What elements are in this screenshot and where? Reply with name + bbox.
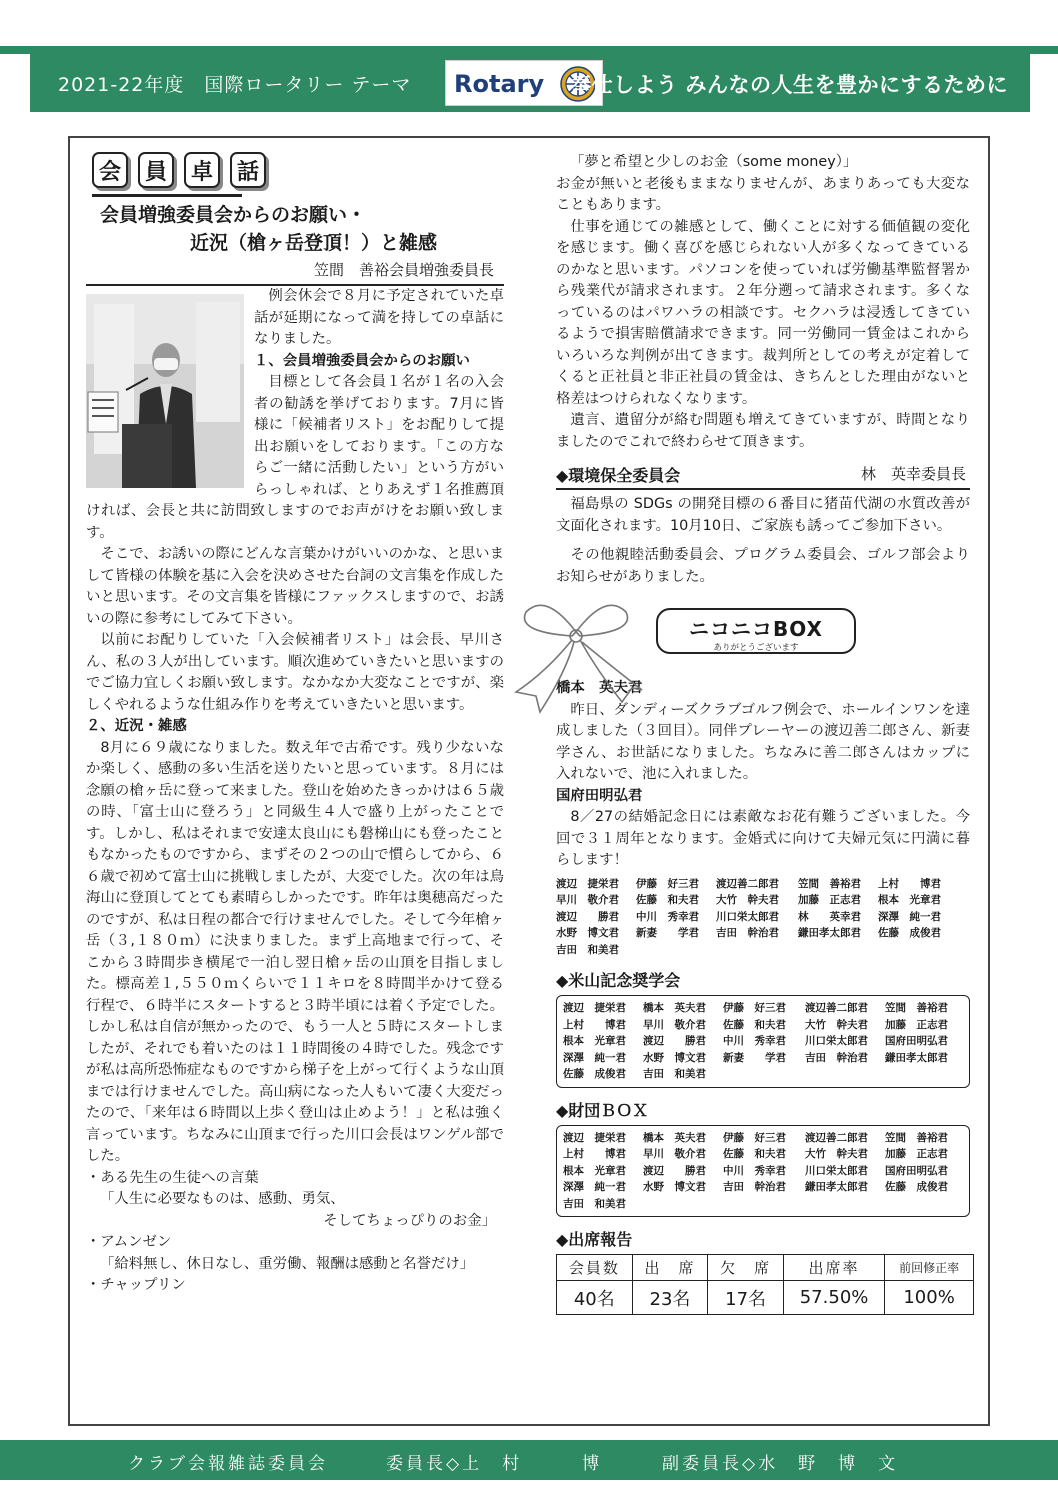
header-top-strip bbox=[0, 46, 1058, 54]
member-name: 吉田 和美君 bbox=[556, 943, 619, 956]
footer-band bbox=[0, 1440, 1058, 1480]
nikoniko-subtitle: ありがとうございます bbox=[713, 643, 799, 653]
speaker-photo-image bbox=[86, 294, 244, 488]
article-body bbox=[86, 286, 504, 1297]
member-name: 加藤 正志君 bbox=[885, 1148, 948, 1160]
environment-section-heading bbox=[556, 463, 970, 486]
attendance-value-cell: 100% bbox=[885, 1281, 974, 1315]
member-name: 橋本 英夫君 bbox=[643, 1002, 706, 1014]
paragraph: 8月に６９歳になりました。数え年で古希です。残り少ないなか楽しく、感動の多い生活を送りたいと思っています。８月には念願の槍ヶ岳に登って来ました。登山を始めたきっかけは６５歳の時、「富士山に登ろう」と同級生４人で盛り上がったことです。しかし、私はそれまで安達太良山にも磐梯山にも登ったこともなかったものですから、まずその２つの山で慣らしてから、６６歳で初めて富士山に挑戦しましたが、大変でした。次の年は鳥海山に登頂してとても素晴らしかったです。昨年は奥穂高だったのですが、私は日程の都合で行けませんでした。そして今年槍ヶ岳（３,１８０ｍ）に決まりました。まず上高地まで行って、そこから３時間歩き横尾で一泊し翌日槍ヶ岳の山頂を目指しました。標高差１,５５０ｍくらいで１１キロを８時間半かけて登る行程で、６時半にスタートすると３時半頃には着く予定でした。しかし私は自信が無かったので、もう一人と５時にスタートしましたが、それでも着いたのは１１時間後の４時でした。残念ですが私は高所恐怖症なものですから梯子を上がって行くような山頂までは行けませんでした。高山病になった人もいて凄く大変だったので、「来年は６時間以上歩く登山は止めよう！」と私は強く言っています。ちなみに山頂まで行った川口会長はワンゲル部でした。 bbox=[86, 739, 504, 1164]
member-name: 大竹 幹夫君 bbox=[716, 894, 779, 906]
member-name: 鎌田孝太郎君 bbox=[805, 1181, 868, 1193]
nikoniko-names-list bbox=[556, 876, 970, 959]
header-theme-label: 2021-22年度 国際ロータリー テーマ bbox=[58, 74, 412, 96]
attendance-header-cell: 出 席 bbox=[632, 1255, 708, 1281]
member-name: 深澤 純一君 bbox=[563, 1051, 626, 1064]
member-name: 中川 秀幸君 bbox=[636, 910, 699, 923]
footer-committee: クラブ会報雑誌委員会 bbox=[128, 1454, 328, 1474]
paragraph: 目標として各会員１名が１名の入会者の勧誘を挙げております。7月に皆様に「候補者リスト」をお配りして提出お願いをしております。「この方ならご一緒に活動したい」という方がいらっしゃれば、とりあえず１名推薦頂ければ、会長と共に訪問致しますのでお声がけをお願い致します。 bbox=[86, 374, 504, 541]
footer-chair: 委員長◇上 村 博 bbox=[386, 1454, 603, 1474]
attendance-value-cell: 23名 bbox=[632, 1281, 708, 1315]
attendance-value-cell: 17名 bbox=[708, 1281, 784, 1315]
foundation-names-box bbox=[556, 1125, 970, 1218]
member-name: 笠間 善裕君 bbox=[885, 1002, 948, 1014]
title-char: 員 bbox=[138, 152, 174, 188]
environment-body bbox=[556, 494, 970, 588]
quote-heading: ・アムンゼン bbox=[86, 1234, 172, 1250]
nikoniko-badge bbox=[656, 608, 856, 654]
title-char: 話 bbox=[230, 152, 266, 188]
quote-line: 「夢と希望と少しのお金（some money）」 bbox=[570, 154, 858, 170]
contributor-name: 国府田明弘君 bbox=[556, 787, 643, 804]
paragraph: 遺言、遺留分が絡む問題も増えてきていますが、時間となりましたのでこれで終わらせて頂きます。 bbox=[556, 412, 970, 450]
member-name: 国府田明弘君 bbox=[885, 1164, 948, 1177]
member-name: 加藤 正志君 bbox=[798, 894, 861, 906]
section-rule bbox=[556, 488, 970, 490]
member-name: 早川 敬介君 bbox=[643, 1018, 706, 1031]
quote-line: そしてちょっぴりのお金」 bbox=[323, 1212, 496, 1229]
attendance-heading: ◆出席報告 bbox=[556, 1230, 633, 1249]
member-name: 川口栄太郎君 bbox=[805, 1035, 868, 1047]
title-underline bbox=[92, 194, 242, 197]
member-name: 吉田 幹治君 bbox=[723, 1181, 786, 1193]
member-name: 深澤 純一君 bbox=[563, 1181, 626, 1193]
header-theme-text: 奉仕しよう みんなの人生を豊かにするために bbox=[570, 73, 1008, 97]
paragraph: 8／27の結婚記念日には素敵なお花有難うございました。今回で３１周年となります。金婚式に向けて夫婦元気に円満に暮らします！ bbox=[556, 809, 970, 868]
member-name: 鎌田孝太郎君 bbox=[798, 927, 861, 939]
header-band bbox=[30, 54, 1030, 112]
member-name: 中川 秀幸君 bbox=[723, 1035, 786, 1047]
footer-vice-chair: 副委員長◇水 野 博 文 bbox=[662, 1454, 899, 1474]
member-name: 吉田 幹治君 bbox=[805, 1051, 868, 1064]
member-name: 早川 敬介君 bbox=[556, 894, 619, 906]
paragraph: お金が無いと老後もままなりませんが、あまりあっても大変なこともあります。 bbox=[556, 175, 970, 213]
paragraph: 仕事を通じての雑感として、働くことに対する価値観の変化を感じます。働く喜びを感じられない人が多くなってきているのかなと思います。パソコンを使っていれば労働基準監督署から残業代が請求されます。２年分遡って請求されます。多くなっているのはパワハラの相談です。セクハラは浸透してきているようで損害賠償請求できます。同一労働同一賃金はこれからいろいろな判例が出てきます。裁判所としての考えが定着してくると正社員と非正社員の賃金は、きちんとした理由がないと格差はつけられなくなります。 bbox=[556, 218, 970, 407]
quote-heading: ・ある先生の生徒への言葉 bbox=[86, 1169, 259, 1186]
attendance-value-cell: 40名 bbox=[557, 1281, 633, 1315]
member-name: 吉田 和美君 bbox=[643, 1068, 706, 1080]
yoneyama-section-heading bbox=[556, 968, 970, 991]
member-name: 川口栄太郎君 bbox=[716, 910, 779, 923]
member-name: 渡辺善二郎君 bbox=[805, 1002, 868, 1014]
member-name: 伊藤 好三君 bbox=[636, 877, 699, 890]
headline-line-2: 近況（槍ヶ岳登頂！）と雑感 bbox=[190, 232, 438, 254]
title-char: 会 bbox=[92, 152, 128, 188]
nikoniko-box-header bbox=[556, 596, 970, 678]
attendance-value-row bbox=[557, 1281, 974, 1315]
article-headline bbox=[86, 201, 504, 257]
member-name: 渡辺 勝君 bbox=[643, 1164, 706, 1177]
paragraph: 以前にお配りしていた「入会候補者リスト」は会長、早川さん、私の３人が出しています。順次進めていきたいと思いますのでご協力宜しくお願い致します。なかなか大変なことですが、楽しくやれるような仕組み作りを考えていきたいと思います。 bbox=[86, 632, 504, 713]
member-name: 新妻 学君 bbox=[636, 927, 699, 939]
rotary-wordmark: Rotary bbox=[454, 70, 545, 98]
member-name: 渡辺善二郎君 bbox=[805, 1131, 868, 1144]
member-name: 佐藤 成俊君 bbox=[885, 1181, 948, 1193]
foundation-names-list bbox=[563, 1130, 963, 1213]
right-column bbox=[556, 152, 970, 1315]
member-name: 深澤 純一君 bbox=[878, 910, 941, 923]
title-char: 卓 bbox=[184, 152, 220, 188]
member-name: 水野 博文君 bbox=[556, 927, 619, 939]
ribbon-icon bbox=[506, 592, 646, 722]
member-name: 渡辺 捷栄君 bbox=[563, 1131, 626, 1144]
member-name: 佐藤 和夫君 bbox=[723, 1148, 786, 1160]
yoneyama-names-box bbox=[556, 995, 970, 1088]
member-name: 大竹 幹夫君 bbox=[805, 1018, 868, 1031]
member-name: 早川 敬介君 bbox=[643, 1148, 706, 1160]
member-name: 新妻 学君 bbox=[723, 1051, 786, 1064]
quote-line: 「人生に必要なものは、感動、勇気、 bbox=[100, 1191, 345, 1207]
article-byline: 笠間 善裕会員増強委員長 bbox=[313, 261, 494, 279]
yoneyama-heading: ◆米山記念奨学会 bbox=[556, 971, 681, 990]
member-name: 渡辺善二郎君 bbox=[716, 877, 779, 890]
page-bottom-margin bbox=[0, 1480, 1058, 1500]
paragraph: 例会休会で８月に予定されていた卓話が延期になって満を持しての卓話になりました。 bbox=[254, 288, 504, 347]
yoneyama-names-list bbox=[563, 1000, 963, 1083]
member-name: 中川 秀幸君 bbox=[723, 1164, 786, 1177]
member-name: 佐藤 和夫君 bbox=[723, 1018, 786, 1031]
member-name: 根本 光章君 bbox=[563, 1035, 626, 1047]
foundation-section-heading bbox=[556, 1098, 970, 1121]
attendance-header-cell: 会員数 bbox=[557, 1255, 633, 1281]
quote-line: 「給料無し、休日なし、重労働、報酬は感動と名誉だけ」 bbox=[100, 1255, 475, 1272]
left-column bbox=[86, 152, 504, 1297]
member-name: 渡辺 捷栄君 bbox=[563, 1002, 626, 1014]
member-name: 佐藤 成俊君 bbox=[563, 1068, 626, 1080]
attendance-value-cell: 57.50% bbox=[783, 1281, 884, 1315]
speaker-photo bbox=[86, 294, 244, 488]
paragraph: その他親睦活動委員会、プログラム委員会、ゴルフ部会よりお知らせがありました。 bbox=[556, 547, 970, 585]
subheading-1: １、会員増強委員会からのお願い bbox=[254, 352, 470, 369]
contributor-name: 橋本 英夫君 bbox=[556, 680, 643, 696]
attendance-header-row bbox=[557, 1255, 974, 1281]
member-name: 吉田 幹治君 bbox=[716, 927, 779, 939]
member-name: 大竹 幹夫君 bbox=[805, 1148, 868, 1160]
member-name: 渡辺 捷栄君 bbox=[556, 877, 619, 890]
attendance-header-cell: 前回修正率 bbox=[885, 1255, 974, 1281]
article-body-continued bbox=[556, 152, 970, 453]
attendance-section-heading bbox=[556, 1227, 970, 1250]
section-title bbox=[92, 152, 504, 188]
environment-chair: 林 英幸委員長 bbox=[860, 465, 966, 483]
member-name: 上村 博君 bbox=[563, 1018, 626, 1031]
foundation-heading: ◆財団ＢＯＸ bbox=[556, 1100, 649, 1120]
nikoniko-title: ニコニコBOX bbox=[689, 617, 823, 641]
member-name: 上村 博君 bbox=[878, 877, 941, 890]
paragraph: 福島県の SDGs の開発目標の６番目に猪苗代湖の水質改善が文面化されます。10月10日、ご家族も誘ってご参加下さい。 bbox=[556, 496, 970, 534]
attendance-table bbox=[556, 1254, 974, 1315]
member-name: 鎌田孝太郎君 bbox=[885, 1051, 948, 1064]
paragraph: そこで、お誘いの際にどんな言葉かけがいいのかな、と思いまして皆様の体験を基に入会を決めさせた台詞の文言集を作成したいと思います。その文言集を皆様にファックスしますので、お誘いの際に参考にしてみて下さい。 bbox=[86, 546, 504, 627]
member-name: 橋本 英夫君 bbox=[643, 1131, 706, 1144]
member-name: 吉田 和美君 bbox=[563, 1197, 626, 1210]
quote-heading: ・チャップリン bbox=[86, 1277, 186, 1293]
member-name: 川口栄太郎君 bbox=[805, 1164, 868, 1177]
member-name: 佐藤 成俊君 bbox=[878, 927, 941, 939]
member-name: 伊藤 好三君 bbox=[723, 1002, 786, 1014]
attendance-header-cell: 出席率 bbox=[783, 1255, 884, 1281]
member-name: 根本 光章君 bbox=[878, 894, 941, 906]
member-name: 水野 博文君 bbox=[643, 1051, 706, 1064]
member-name: 根本 光章君 bbox=[563, 1164, 626, 1177]
member-name: 伊藤 好三君 bbox=[723, 1131, 786, 1144]
subheading-2: ２、近況・雑感 bbox=[86, 718, 187, 734]
member-name: 林 英幸君 bbox=[798, 910, 861, 923]
member-name: 佐藤 和夫君 bbox=[636, 894, 699, 906]
member-name: 笠間 善裕君 bbox=[798, 877, 861, 890]
member-name: 上村 博君 bbox=[563, 1148, 626, 1160]
member-name: 水野 博文君 bbox=[643, 1181, 706, 1193]
attendance-header-cell: 欠 席 bbox=[708, 1255, 784, 1281]
member-name: 渡辺 勝君 bbox=[556, 910, 619, 923]
headline-line-1: 会員増強委員会からのお願い・ bbox=[100, 204, 367, 226]
member-name: 笠間 善裕君 bbox=[885, 1131, 948, 1144]
member-name: 渡辺 勝君 bbox=[643, 1035, 706, 1047]
environment-heading: ◆環境保全委員会 bbox=[556, 466, 681, 485]
paragraph: 昨日、ダンディーズクラブゴルフ例会で、ホールインワンを達成しました（３回目）。同伴プレーヤーの渡辺善二郎さん、新妻学さん、お世話になりました。ちなみに善二郎さんはカップに入れないで、池に入れました。 bbox=[556, 701, 970, 782]
member-name: 加藤 正志君 bbox=[885, 1018, 948, 1031]
member-name: 国府田明弘君 bbox=[885, 1035, 948, 1047]
